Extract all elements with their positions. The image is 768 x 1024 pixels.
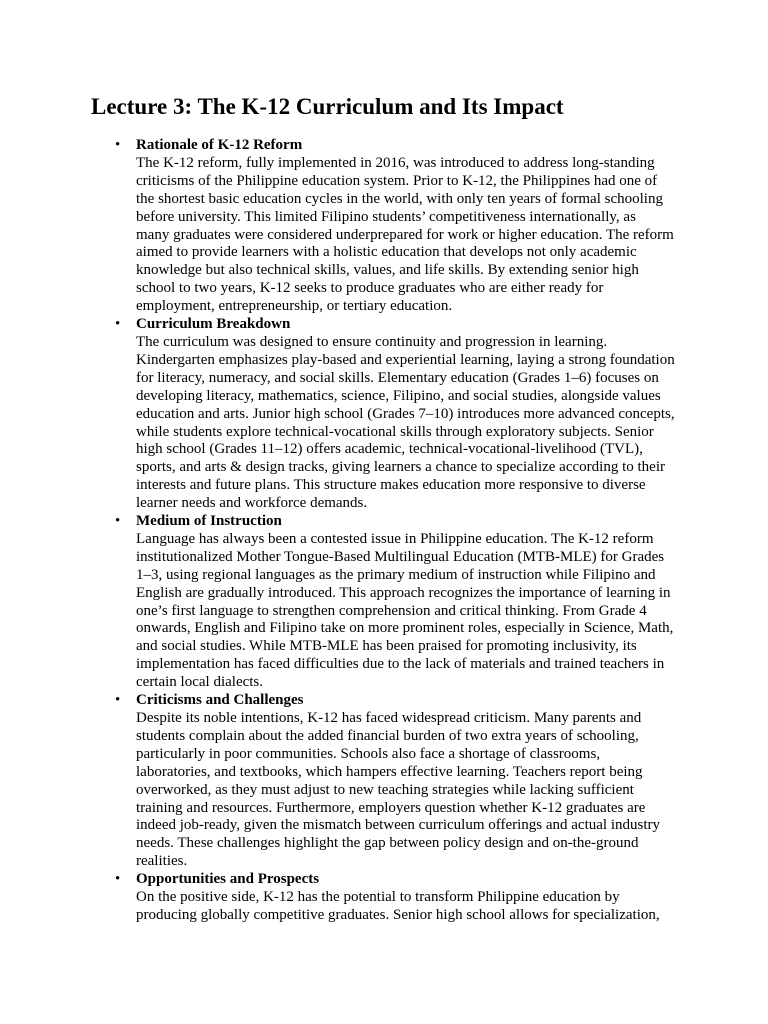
paragraph-line: while students explore technical-vocational skills through exploratory subjects. Senior bbox=[136, 423, 654, 440]
paragraph-line: and social studies. While MTB-MLE has been praised for promoting inclusivity, its bbox=[136, 638, 637, 655]
bullet-icon: • bbox=[115, 871, 121, 888]
paragraph-line: onwards, English and Filipino take on more prominent roles, especially in Science, Math, bbox=[136, 620, 674, 637]
paragraph-line: certain local dialects. bbox=[136, 674, 264, 691]
paragraph-line: knowledge but also technical skills, values, and life skills. By extending senior high bbox=[136, 262, 639, 279]
bullet-icon: • bbox=[115, 316, 121, 333]
section-item bbox=[110, 692, 680, 871]
section-heading: Rationale of K-12 Reform bbox=[136, 137, 303, 153]
paragraph-line: laboratories, and textbooks, which hampers effective learning. Teachers report being bbox=[136, 763, 643, 780]
paragraph-line: training and resources. Furthermore, employers question whether K-12 graduates are bbox=[136, 799, 646, 816]
section-heading: Criticisms and Challenges bbox=[136, 692, 304, 709]
section-item bbox=[110, 137, 680, 316]
paragraph-line: school to two years, K-12 seeks to produce graduates who are either ready for bbox=[136, 280, 604, 297]
paragraph-line: The K-12 reform, fully implemented in 2016, was introduced to address long-standing bbox=[136, 154, 655, 171]
section-paragraph bbox=[136, 710, 680, 871]
paragraph-line: students complain about the added financial burden of two extra years of schooling, bbox=[136, 727, 639, 744]
section-heading: Opportunities and Prospects bbox=[136, 871, 320, 888]
section-paragraph bbox=[136, 531, 680, 692]
bullet-icon: • bbox=[115, 137, 121, 153]
paragraph-line: for literacy, numeracy, and social skills. Elementary education (Grades 1–6) focuses on bbox=[136, 369, 659, 386]
paragraph-line: one’s first language to strengthen comprehension and critical thinking. From Grade 4 bbox=[136, 602, 647, 619]
paragraph-line: employment, entrepreneurship, or tertiary education. bbox=[136, 298, 453, 315]
paragraph-line: implementation has faced difficulties due to the lack of materials and trained teachers in bbox=[136, 656, 665, 673]
paragraph-line: On the positive side, K-12 has the potential to transform Philippine education by bbox=[136, 889, 620, 906]
paragraph-line: needs. These challenges highlight the gap between policy design and on-the-ground bbox=[136, 835, 639, 852]
paragraph-line: developing literacy, mathematics, science, Filipino, and social studies, alongside values bbox=[136, 387, 661, 404]
bullet-icon: • bbox=[115, 692, 121, 709]
paragraph-line: institutionalized Mother Tongue-Based Multilingual Education (MTB-MLE) for Grades bbox=[136, 548, 665, 565]
paragraph-line: education and arts. Junior high school (Grades 7–10) introduces more advanced concepts, bbox=[136, 405, 675, 422]
paragraph-line: realities. bbox=[136, 853, 188, 870]
section-item bbox=[110, 316, 680, 513]
paragraph-line: Despite its noble intentions, K-12 has faced widespread criticism. Many parents and bbox=[136, 710, 642, 726]
section-item bbox=[110, 871, 680, 925]
section-paragraph bbox=[136, 155, 680, 316]
paragraph-line: criticisms of the Philippine education system. Prior to K-12, the Philippines had one of bbox=[136, 172, 658, 189]
paragraph-line: producing globally competitive graduates. Senior high school allows for specialization, bbox=[136, 906, 660, 923]
paragraph-line: aimed to provide learners with a holistic education that develops not only academic bbox=[136, 244, 637, 261]
lecture-title: Lecture 3: The K-12 Curriculum and Its Impact bbox=[91, 94, 564, 119]
paragraph-line: overworked, as they must adjust to new teaching strategies while lacking sufficient bbox=[136, 781, 634, 798]
paragraph-line: high school (Grades 11–12) offers academic, technical-vocational-livelihood (TVL), bbox=[136, 441, 643, 458]
paragraph-line: interests and future plans. This structure makes education more responsive to diverse bbox=[136, 477, 646, 494]
paragraph-line: sports, and arts & design tracks, giving learners a chance to specialize according to their bbox=[136, 459, 665, 476]
paragraph-line: Language has always been a contested issue in Philippine education. The K-12 reform bbox=[136, 530, 654, 547]
paragraph-line: indeed job-ready, given the mismatch between curriculum offerings and actual industry bbox=[136, 817, 660, 834]
paragraph-line: particularly in poor communities. Schools also face a shortage of classrooms, bbox=[136, 745, 601, 762]
paragraph-line: the shortest basic education cycles in the world, with only ten years of formal schooling bbox=[136, 190, 663, 207]
paragraph-line: Kindergarten emphasizes play-based and experiential learning, laying a strong foundation bbox=[136, 351, 675, 368]
section-paragraph bbox=[136, 889, 680, 925]
section-item bbox=[110, 513, 680, 692]
bullet-icon: • bbox=[115, 513, 121, 530]
section-heading: Curriculum Breakdown bbox=[136, 316, 291, 333]
section-paragraph bbox=[136, 334, 680, 513]
paragraph-line: many graduates were considered underprepared for work or higher education. The reform bbox=[136, 226, 674, 243]
paragraph-line: 1–3, using regional languages as the primary medium of instruction while Filipino and bbox=[136, 566, 656, 583]
paragraph-line: learner needs and workforce demands. bbox=[136, 495, 368, 512]
section-list bbox=[110, 137, 680, 925]
paragraph-line: The curriculum was designed to ensure continuity and progression in learning. bbox=[136, 333, 608, 350]
paragraph-line: English are gradually introduced. This approach recognizes the importance of learning in bbox=[136, 584, 671, 601]
section-heading: Medium of Instruction bbox=[136, 513, 282, 530]
paragraph-line: before university. This limited Filipino students’ competitiveness internationally, as bbox=[136, 208, 636, 225]
